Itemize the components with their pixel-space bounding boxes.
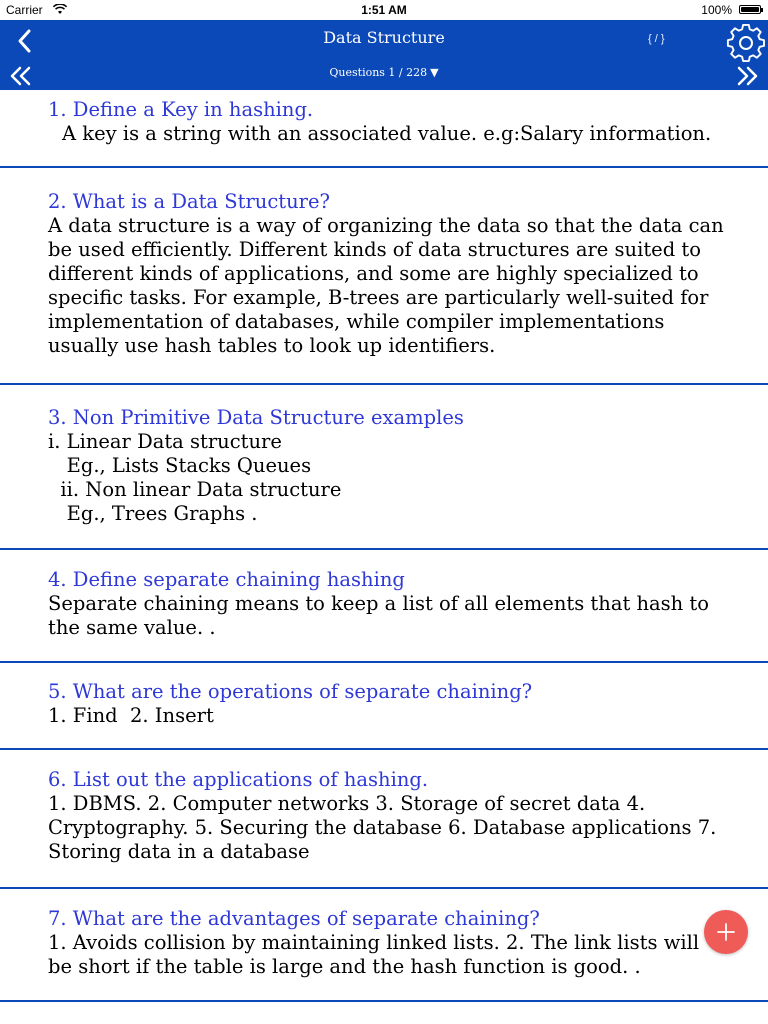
question-title: 5. What are the operations of separate chaining?	[48, 680, 533, 703]
battery-percentage: 100%	[701, 3, 732, 17]
question-item[interactable]	[0, 889, 768, 1002]
answer-text: 1. Find 2. Insert	[48, 704, 214, 727]
question-item[interactable]	[0, 663, 768, 750]
plus-icon	[716, 922, 736, 942]
question-counter-label: Questions 1 / 228	[329, 66, 428, 79]
caret-down-icon: ▼	[430, 66, 439, 79]
question-item[interactable]	[0, 385, 768, 550]
page-title: Data Structure	[323, 28, 445, 47]
question-title: 7. What are the advantages of separate chaining?	[48, 907, 540, 930]
question-title: 2. What is a Data Structure?	[48, 190, 330, 213]
answer-text: A key is a string with an associated value. e.g:Salary information.	[62, 122, 712, 145]
question-counter-dropdown[interactable]	[0, 66, 768, 79]
gear-icon[interactable]	[726, 24, 766, 64]
navigation-bar	[0, 20, 768, 90]
question-item[interactable]	[0, 750, 768, 889]
question-title: 1. Define a Key in hashing.	[48, 98, 314, 121]
question-title: 3. Non Primitive Data Structure examples	[48, 406, 464, 429]
double-chevron-right-icon[interactable]	[734, 65, 760, 87]
status-time: 1:51 AM	[361, 3, 407, 17]
question-title: 4. Define separate chaining hashing	[48, 568, 405, 591]
question-item[interactable]	[0, 168, 768, 385]
answer-text: 1. DBMS. 2. Computer networks 3. Storage of secret data 4. Cryptography. 5. Securing the database 6. Database applications 7. Storing data in a database	[48, 792, 717, 863]
answer-text: A data structure is a way of organizing the data so that the data can be used efficiently. Different kinds of data structures are suited to different kinds of applications, and some are highly specialized to specific tasks. For example, B-trees are particularly well-suited for implementation of databases, while compiler implementations usually use hash tables to look up identifiers.	[48, 214, 724, 357]
question-item[interactable]	[0, 550, 768, 663]
answer-text: i. Linear Data structure Eg., Lists Stacks Queues ii. Non linear Data structure Eg., Trees Graphs .	[48, 430, 342, 525]
code-toggle-button[interactable]: { / }	[648, 33, 665, 45]
answer-text: Separate chaining means to keep a list of all elements that hash to the same value. .	[48, 592, 710, 639]
status-bar	[0, 0, 768, 20]
add-button[interactable]	[704, 910, 748, 954]
question-item[interactable]	[0, 90, 768, 168]
carrier-label: Carrier	[6, 3, 43, 17]
question-title: 6. List out the applications of hashing.	[48, 768, 429, 791]
battery-icon	[739, 5, 761, 14]
answer-text: 1. Avoids collision by maintaining linked lists. 2. The link lists will be short if the table is large and the hash function is good. .	[48, 931, 700, 978]
question-list	[0, 90, 768, 1002]
